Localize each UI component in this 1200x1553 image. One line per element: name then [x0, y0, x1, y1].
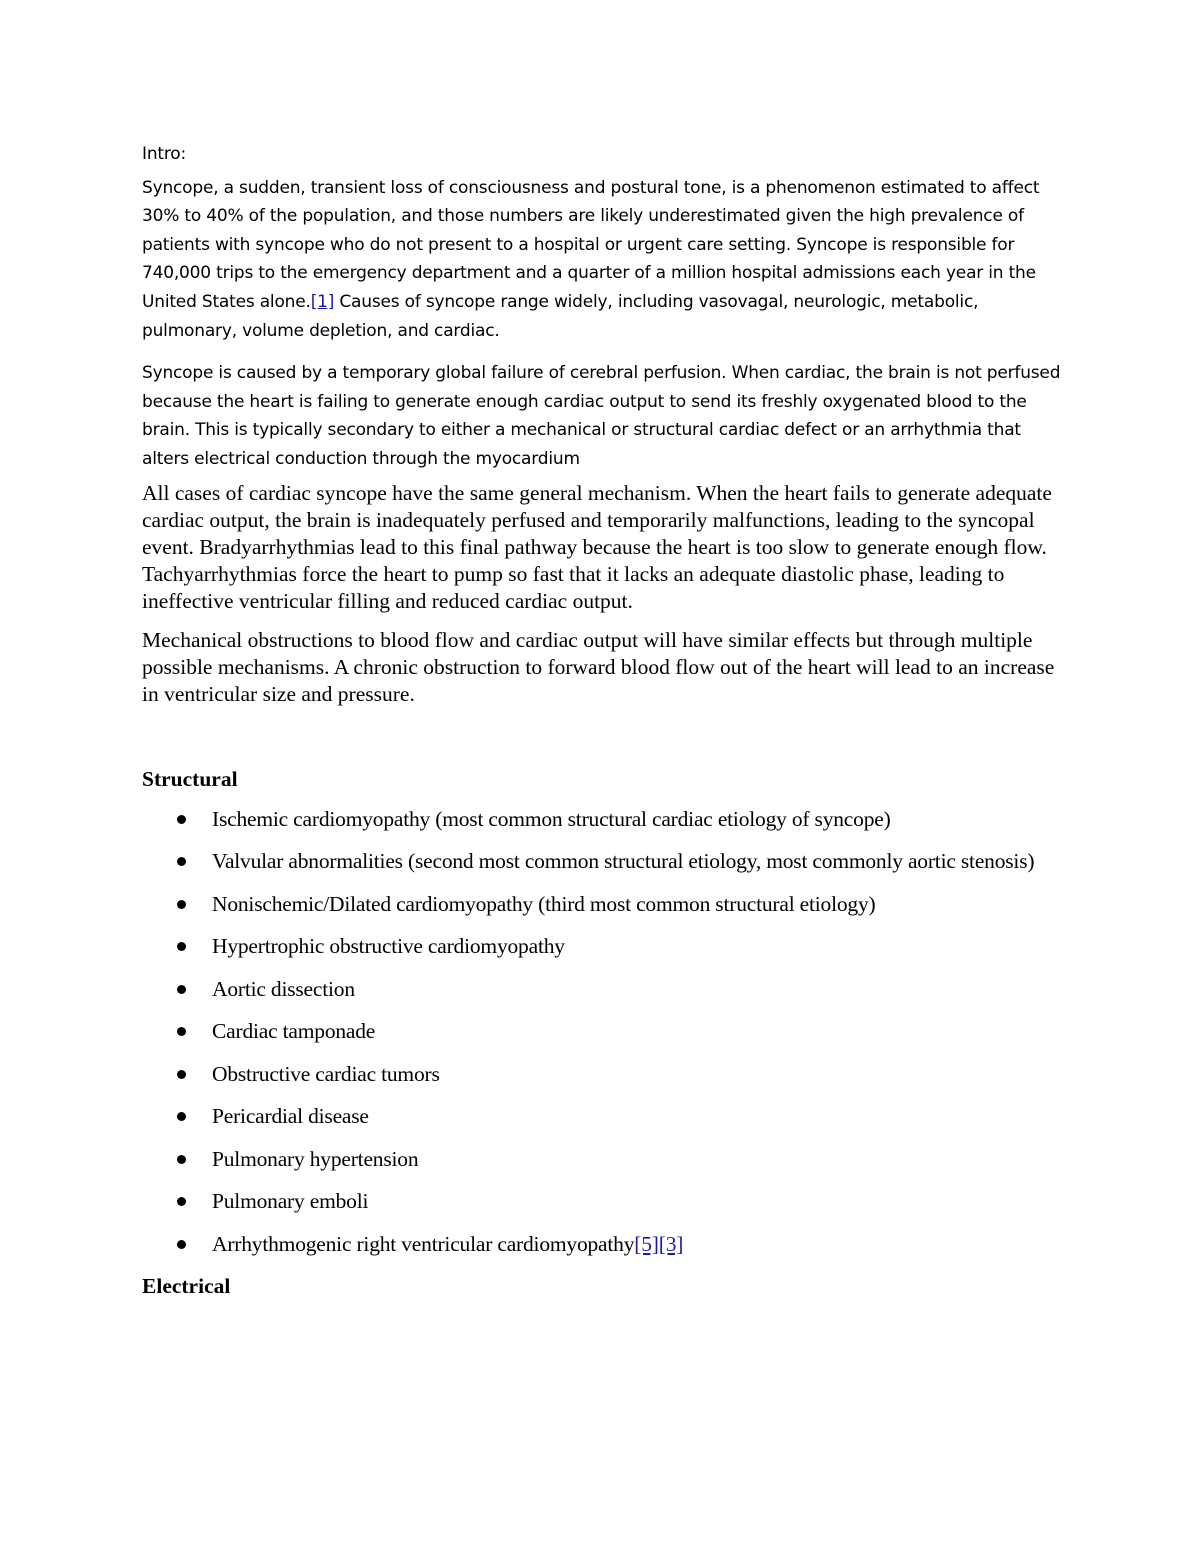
bullet-icon — [177, 1155, 186, 1164]
bullet-icon — [177, 985, 186, 994]
list-item — [142, 848, 1062, 874]
list-item-text: Aortic dissection — [212, 976, 355, 1001]
citation-link-5[interactable]: [5] — [634, 1231, 659, 1256]
bullet-icon — [177, 900, 186, 909]
list-item-text: Nonischemic/Dilated cardiomyopathy (third most common structural etiology) — [212, 891, 876, 916]
list-item — [142, 891, 1062, 917]
list-item — [142, 1018, 1062, 1044]
bullet-icon — [177, 857, 186, 866]
list-item-text: Pulmonary hypertension — [212, 1146, 419, 1171]
intro-paragraph-1-tail: Causes of syncope range widely, including vasovagal, neurologic, metabolic, pulmonary, volume depletion, and cardiac. — [142, 291, 979, 341]
bullet-icon — [177, 942, 186, 951]
structural-heading: Structural — [142, 766, 238, 791]
list-item — [142, 1188, 1062, 1214]
list-item — [142, 1146, 1062, 1172]
list-item-text: Hypertrophic obstructive cardiomyopathy — [212, 934, 565, 959]
list-item — [142, 1103, 1062, 1129]
list-item-text: Pulmonary emboli — [212, 1189, 369, 1214]
list-item-text: Ischemic cardiomyopathy (most common structural cardiac etiology of syncope) — [212, 806, 891, 831]
list-item-text: Pericardial disease — [212, 1104, 369, 1129]
list-item — [142, 976, 1062, 1002]
bullet-icon — [177, 1240, 186, 1249]
citation-link-1[interactable]: [1] — [310, 291, 335, 312]
intro-paragraph-1-text: Syncope, a sudden, transient loss of consciousness and postural tone, is a phenomenon estimated to affect 30% to 40% of the population, and those numbers are likely underestimated given the high prevalence of patients with syncope who do not present to a hospital or urgent care setting. Syncope is responsible for 740,000 trips to the emergency department and a quarter of a million hospital admissions each year in the United States alone. — [142, 177, 1040, 312]
list-item — [142, 806, 1062, 832]
bullet-icon — [177, 1027, 186, 1036]
list-item — [142, 1231, 1062, 1257]
intro-paragraph-2: Syncope is caused by a temporary global failure of cerebral perfusion. When cardiac, the brain is not perfused because the heart is failing to generate enough cardiac output to send its freshly oxygenated blood to the brain. This is typically secondary to either a mechanical or structural cardiac defect or an arrhythmia that alters electrical conduction through the myocardium — [142, 363, 1061, 469]
document-page — [142, 140, 1062, 1300]
intro-paragraph-1 — [142, 174, 1062, 346]
electrical-heading: Electrical — [142, 1274, 231, 1299]
list-item — [142, 933, 1062, 959]
bullet-icon — [177, 1197, 186, 1206]
list-item-text: Valvular abnormalities (second most common structural etiology, most commonly aortic stenosis) — [212, 849, 1035, 874]
structural-list — [142, 806, 1062, 1257]
list-item — [142, 1061, 1062, 1087]
body-paragraph-obstruction: Mechanical obstructions to blood flow and cardiac output will have similar effects but through multiple possible mechanisms. A chronic obstruction to forward blood flow out of the heart will lead to an increase in ventricular size and pressure. — [142, 627, 1055, 706]
bullet-icon — [177, 1112, 186, 1121]
intro-label: Intro: — [142, 144, 186, 164]
list-item-text: Arrhythmogenic right ventricular cardiomyopathy — [212, 1231, 635, 1256]
bullet-icon — [177, 1070, 186, 1079]
bullet-icon — [177, 815, 186, 824]
list-item-text: Obstructive cardiac tumors — [212, 1061, 440, 1086]
citation-link-3[interactable]: [3] — [658, 1231, 684, 1256]
body-paragraph-mechanism: All cases of cardiac syncope have the same general mechanism. When the heart fails to generate adequate cardiac output, the brain is inadequately perfused and temporarily malfunctions, leading to the syncopal event. Bradyarrhythmias lead to this final pathway because the heart is too slow to generate enough flow. Tachyarrhythmias force the heart to pump so fast that it lacks an adequate diastolic phase, leading to ineffective ventricular filling and reduced cardiac output. — [142, 480, 1052, 613]
list-item-text: Cardiac tamponade — [212, 1019, 376, 1044]
